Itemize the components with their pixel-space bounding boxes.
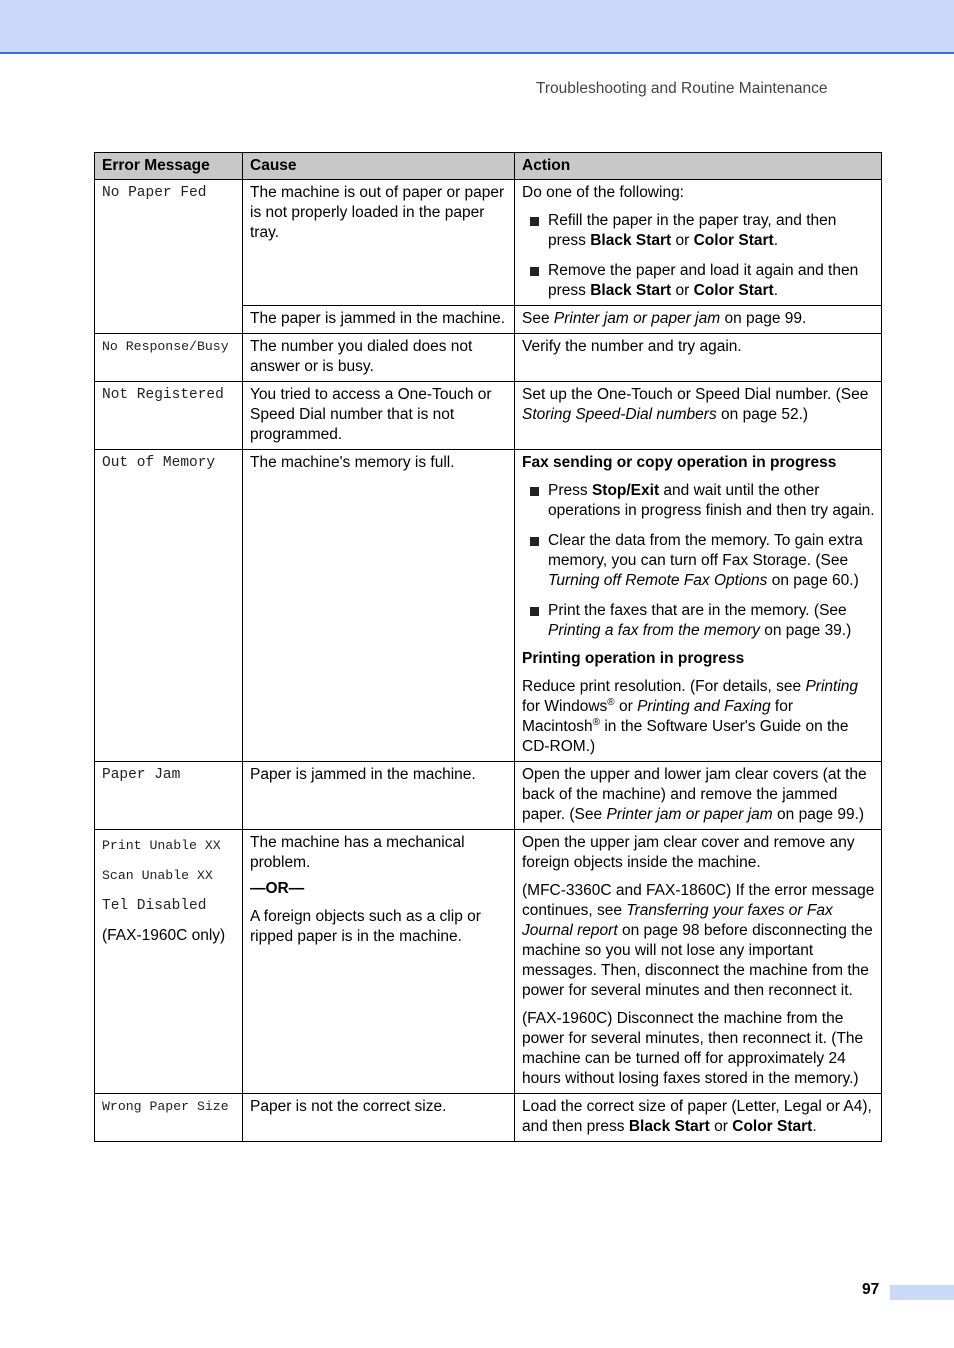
error-message: Scan Unable XX (102, 868, 213, 883)
action-paragraph: Reduce print resolution. (For details, see Printing for Windows® or Printing and Faxing for Macintosh® in the Software User's Guide on the CD-ROM.) (522, 678, 859, 755)
action-cell (515, 450, 882, 762)
table-row (95, 1094, 882, 1142)
header-error-message: Error Message (95, 153, 243, 180)
error-cell (95, 762, 243, 830)
cross-reference-link[interactable]: Printer jam or paper jam (553, 310, 721, 327)
list-item: Clear the data from the memory. To gain extra memory, you can turn off Fax Storage. (See Turning off Remote Fax Options on page 60.) (522, 531, 875, 591)
header-cause: Cause (243, 153, 515, 180)
or-separator: —OR— (250, 880, 305, 897)
action-cell: See Printer jam or paper jam on page 99. (515, 306, 882, 334)
cause-cell: Paper is not the correct size. (243, 1094, 515, 1142)
model-note: (FAX-1960C only) (102, 927, 226, 944)
cause-text: The machine is out of paper or paper is not properly loaded in the paper tray. (250, 184, 505, 241)
section-heading: Fax sending or copy operation in progress (522, 454, 837, 471)
table-row (95, 180, 882, 306)
page-tab-marker (890, 1285, 954, 1300)
square-bullet-icon (530, 607, 539, 616)
error-cell (95, 382, 243, 450)
error-message-table (94, 152, 882, 1142)
cross-reference-link[interactable]: Turning off Remote Fax Options (548, 572, 768, 589)
table-row (95, 334, 882, 382)
error-message: Tel Disabled (102, 898, 207, 914)
square-bullet-icon (530, 487, 539, 496)
error-message: Print Unable XX (102, 838, 221, 853)
error-cell (95, 334, 243, 382)
action-cell: Load the correct size of paper (Letter, Legal or A4), and then press Black Start or Color Start. (515, 1094, 882, 1142)
header-band (0, 0, 954, 54)
list-item: Print the faxes that are in the memory. (See Printing a fax from the memory on page 39.) (522, 601, 875, 641)
header-action: Action (515, 153, 882, 180)
cross-reference-link[interactable]: Printing (805, 678, 859, 695)
cross-reference-link[interactable]: Printer jam or paper jam (606, 806, 773, 823)
cause-cell: You tried to access a One-Touch or Speed Dial number that is not programmed. (243, 382, 515, 450)
page-number: 97 (862, 1281, 880, 1298)
error-cell (95, 1094, 243, 1142)
action-cell: Open the upper jam clear cover and remove any foreign objects inside the machine. (MFC-3360C and FAX-1860C) If the error message continues, see Transferring your faxes or Fax Journal report on page 98 before disconnecting the machine so you will not lose any important messages. Then, disconnect the machine from the power for several minutes and then reconnect it. (FAX-1960C) Disconnect the machine from the power for several minutes, then reconnect it. (The machine can be turned off for approximately 24 hours without losing faxes stored in the memory.) (515, 830, 882, 1094)
cross-reference-link[interactable]: Storing Speed-Dial numbers (522, 406, 717, 423)
cause-cell: Paper is jammed in the machine. (243, 762, 515, 830)
list-item: Remove the paper and load it again and then press Black Start or Color Start. (522, 261, 875, 301)
error-message: Wrong Paper Size (102, 1099, 229, 1114)
error-cell (95, 450, 243, 762)
table-row (95, 382, 882, 450)
error-cell (95, 830, 243, 1094)
cause-cell: The machine has a mechanical problem. —OR— A foreign objects such as a clip or ripped paper is in the machine. (243, 830, 515, 1094)
section-heading: Printing operation in progress (522, 650, 745, 667)
list-item: Refill the paper in the paper tray, and then press Black Start or Color Start. (522, 211, 875, 251)
cause-cell (243, 306, 515, 334)
action-cell: Set up the One-Touch or Speed Dial number. (See Storing Speed-Dial numbers on page 52.) (515, 382, 882, 450)
list-item: Press Stop/Exit and wait until the other operations in progress finish and then try again. (522, 481, 875, 521)
table-header-row (95, 153, 882, 180)
action-cell: Open the upper and lower jam clear covers (at the back of the machine) and remove the jammed paper. (See Printer jam or paper jam on page 99.) (515, 762, 882, 830)
square-bullet-icon (530, 267, 539, 276)
square-bullet-icon (530, 217, 539, 226)
running-head: Troubleshooting and Routine Maintenance (536, 80, 828, 97)
cross-reference-link[interactable]: Printing a fax from the memory (548, 622, 760, 639)
cause-cell (243, 180, 515, 306)
error-message: Not Registered (102, 387, 224, 403)
cause-text: The paper is jammed in the machine. (250, 310, 506, 327)
table-row (95, 762, 882, 830)
error-message: No Response/Busy (102, 339, 229, 354)
table-row (95, 830, 882, 1094)
cross-reference-link[interactable]: Transferring your faxes or Fax Journal report (522, 902, 833, 939)
action-cell (515, 180, 882, 306)
cause-cell: The number you dialed does not answer or is busy. (243, 334, 515, 382)
error-cell (95, 180, 243, 334)
action-intro: Do one of the following: (522, 184, 684, 201)
action-cell: Verify the number and try again. (515, 334, 882, 382)
table-row (95, 450, 882, 762)
error-message: No Paper Fed (102, 185, 207, 201)
cause-cell: The machine's memory is full. (243, 450, 515, 762)
error-message: Paper Jam (102, 767, 181, 783)
error-message: Out of Memory (102, 455, 216, 471)
square-bullet-icon (530, 537, 539, 546)
cross-reference-link[interactable]: Printing and Faxing (637, 698, 771, 715)
